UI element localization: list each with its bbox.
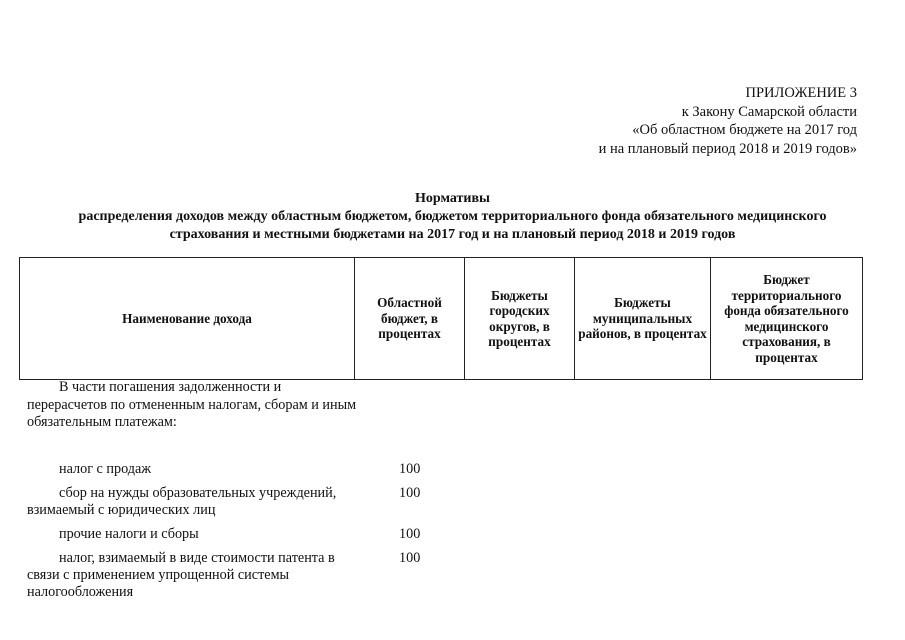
header-regional-budget: Областной бюджет, в процентах — [355, 258, 465, 380]
norms-table — [19, 257, 863, 380]
appendix-period: и на плановый период 2018 и 2019 годов» — [598, 140, 857, 157]
title-heading: Нормативы — [415, 191, 490, 206]
title-line-2: распределения доходов между областным бюджетом, бюджетом территориального фонда обязательного медицинского — [78, 209, 827, 224]
appendix-law-title: «Об областном бюджете на 2017 год — [632, 122, 857, 138]
appendix-law: к Закону Самарской области — [681, 103, 857, 120]
appendix-header — [599, 84, 857, 158]
row-name: налог с продаж — [59, 461, 152, 477]
row-name: сбор на нужды образовательных учреждений, взимаемый с юридических лиц — [27, 485, 337, 518]
title-line-3: страхования и местными бюджетами на 2017 год и на плановый период 2018 и 2019 годов — [169, 227, 736, 242]
header-city-districts: Бюджеты городских округов, в процентах — [465, 258, 575, 380]
appendix-number: ПРИЛОЖЕНИЕ 3 — [745, 85, 857, 101]
header-income-name: Наименование дохода — [20, 258, 355, 380]
header-municipal-districts: Бюджеты муниципальных районов, в процентах — [575, 258, 711, 380]
section-title: В части погашения задолженности и перерасчетов по отмененным налогам, сборам и иным обязательным платежам: — [27, 379, 357, 430]
row-name: налог, взимаемый в виде стоимости патента в связи с применением упрощенной системы налогообложения — [27, 550, 335, 600]
header-medical-insurance-fund: Бюджет территориального фонда обязательного медицинского страхования, в процентах — [711, 258, 863, 380]
row-value: 100 — [399, 485, 421, 501]
table-header-row — [20, 258, 863, 380]
document-title — [0, 190, 905, 244]
row-value: 100 — [399, 526, 421, 542]
row-value: 100 — [399, 461, 421, 477]
row-name: прочие налоги и сборы — [59, 526, 199, 542]
row-value: 100 — [399, 550, 421, 566]
